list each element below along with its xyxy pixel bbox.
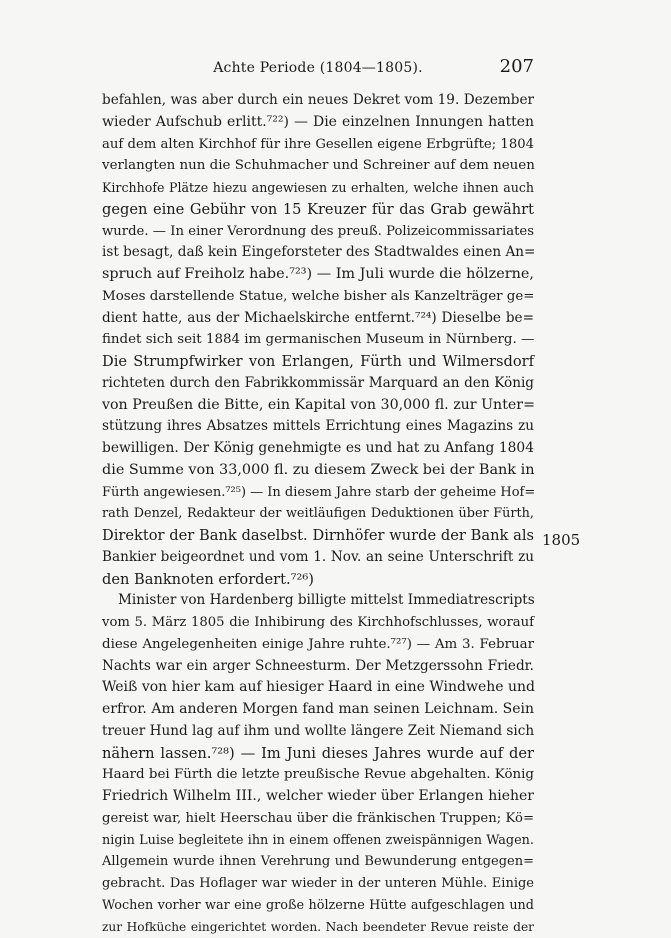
text-line: Kirchhofe Plätze hiezu angewiesen zu erhalten, welche ihnen auch (102, 177, 534, 199)
text-line: stützung ihres Absatzes mittels Errichtung eines Magazins zu (102, 416, 534, 438)
text-line: gegen eine Gebühr von 15 Kreuzer für das Grab gewährt (102, 199, 534, 221)
text-line: wieder Aufschub erlitt.⁷²²) — Die einzelnen Innungen hatten (102, 112, 534, 134)
text-line: Bankier beigeordnet und vom 1. Nov. an seine Unterschrift zu (102, 547, 534, 569)
text-line: ist besagt, daß kein Eingeforsteter des Stadtwaldes einen An= (102, 242, 534, 264)
text-line: diese Angelegenheiten einige Jahre ruhte.⁷²⁷) — Am 3. Februar (102, 634, 534, 656)
margin-year-note: 1805 (542, 531, 580, 549)
text-line: spruch auf Freiholz habe.⁷²³) — Im Juli wurde die hölzerne, (102, 264, 534, 286)
text-line: Moses darstellende Statue, welche bisher als Kanzelträger ge= (102, 286, 534, 308)
page-header (102, 56, 534, 80)
text-line: treuer Hund lag auf ihm und wollte längere Zeit Niemand sich (102, 721, 534, 743)
text-line: Haard bei Fürth die letzte preußische Revue abgehalten. König (102, 764, 534, 786)
text-line: die Summe von 33,000 fl. zu diesem Zweck bei der Bank in (102, 460, 534, 482)
text-line: von Preußen die Bitte, ein Kapital von 30,000 fl. zur Unter= (102, 395, 534, 417)
text-line: Wochen vorher war eine große hölzerne Hütte aufgeschlagen und (102, 895, 534, 917)
text-line: den Banknoten erfordert.⁷²⁶) (102, 569, 534, 591)
text-line: Allgemein wurde ihnen Verehrung und Bewunderung entgegen= (102, 851, 534, 873)
text-line: dient hatte, aus der Michaelskirche entfernt.⁷²⁴) Dieselbe be= (102, 308, 534, 330)
text-line: Direktor der Bank daselbst. Dirnhöfer wurde der Bank als (102, 525, 534, 547)
text-line: Friedrich Wilhelm III., welcher wieder über Erlangen hieher (102, 786, 534, 808)
text-line: Weiß von hier kam auf hiesiger Haard in eine Windwehe und (102, 677, 534, 699)
text-line: nähern lassen.⁷²⁸) — Im Juni dieses Jahres wurde auf der (102, 743, 534, 765)
text-line: rath Denzel, Redakteur der weitläufigen Deduktionen über Fürth, (102, 503, 534, 525)
text-line: vom 5. März 1805 die Inhibirung des Kirchhofschlusses, worauf (102, 612, 534, 634)
text-line: befahlen, was aber durch ein neues Dekret vom 19. Dezember (102, 90, 534, 112)
text-line: gebracht. Das Hoflager war wieder in der unteren Mühle. Einige (102, 873, 534, 895)
text-line: verlangten nun die Schuhmacher und Schreiner auf dem neuen (102, 155, 534, 177)
text-line: findet sich seit 1884 im germanischen Museum in Nürnberg. — (102, 329, 534, 351)
text-line: zur Hofküche eingerichtet worden. Nach beendeter Revue reiste der (102, 917, 534, 938)
text-line: bewilligen. Der König genehmigte es und hat zu Anfang 1804 (102, 438, 534, 460)
text-line: Nachts war ein arger Schneesturm. Der Metzgerssohn Friedr. (102, 656, 534, 678)
page-number: 207 (500, 56, 534, 77)
text-line: Fürth angewiesen.⁷²⁵) — In diesem Jahre starb der geheime Hof= (102, 482, 534, 504)
text-line: erfror. Am anderen Morgen fand man seinen Leichnam. Sein (102, 699, 534, 721)
text-line: Die Strumpfwirker von Erlangen, Fürth und Wilmersdorf (102, 351, 534, 373)
text-line: gereist war, hielt Heerschau über die fränkischen Truppen; Kö= (102, 808, 534, 830)
paragraph-start-line: Minister von Hardenberg billigte mittelst Immediatrescripts (102, 590, 534, 612)
text-line: nigin Luise begleitete ihn in einem offenen zweispännigen Wagen. (102, 830, 534, 852)
text-line: auf dem alten Kirchhof für ihre Gesellen eigene Erbgrüfte; 1804 (102, 134, 534, 156)
body-text (102, 90, 534, 938)
running-title: Achte Periode (1804—1805). (102, 60, 534, 76)
text-line: wurde. — In einer Verordnung des preuß. Polizeicommissariates (102, 221, 534, 243)
text-line: richteten durch den Fabrikkommissär Marquard an den König (102, 373, 534, 395)
